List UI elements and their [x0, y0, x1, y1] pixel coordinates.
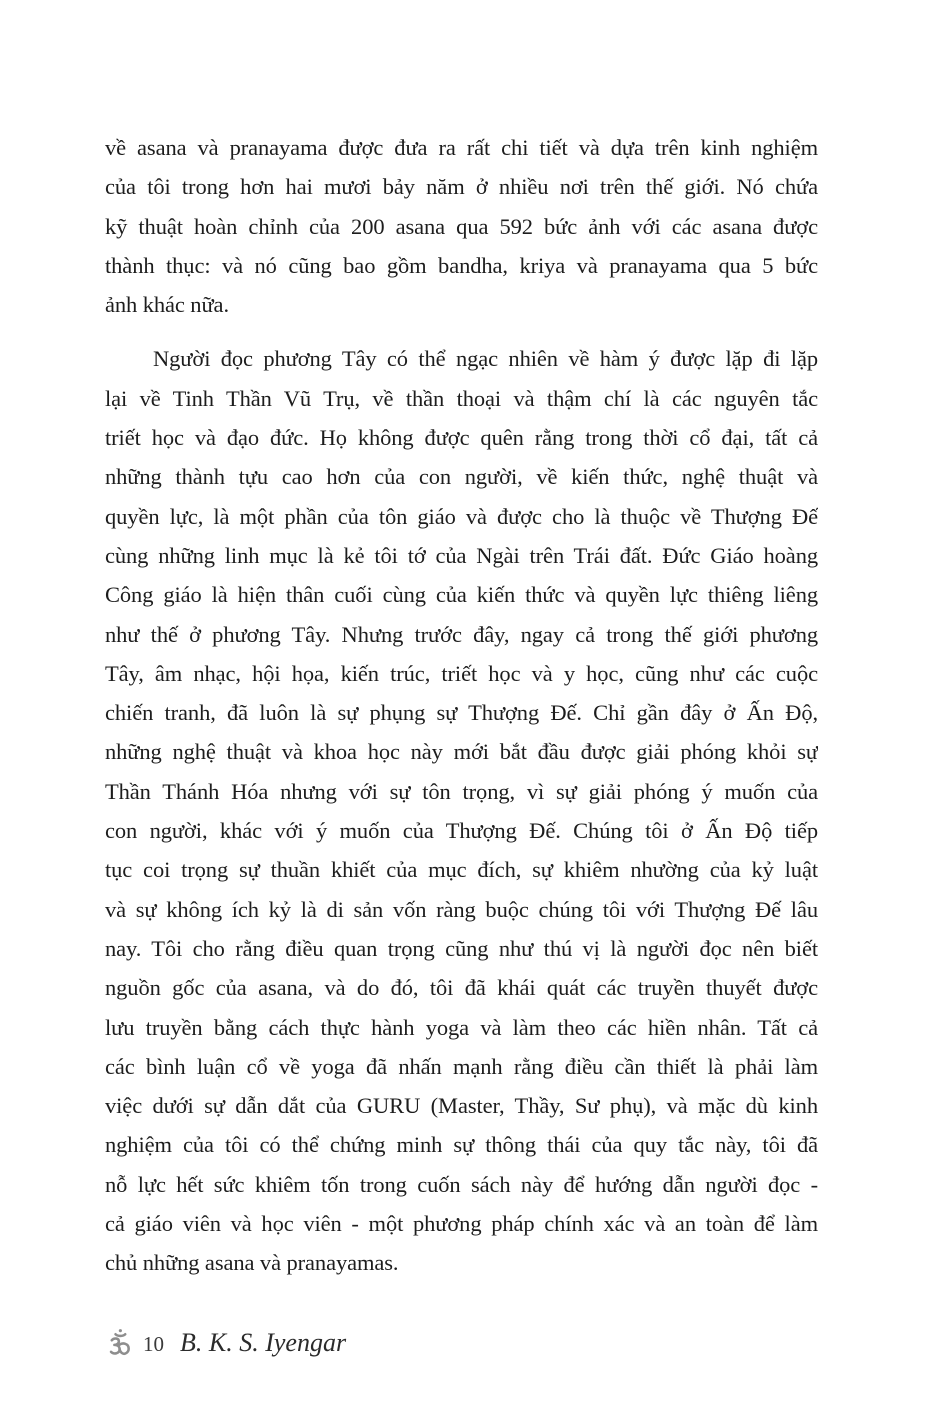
text-line: như thế ở phương Tây. Nhưng trước đây, ngay cả trong thế giới phương: [105, 621, 818, 647]
text-line: chủ những asana và pranayamas.: [105, 1250, 399, 1276]
text-line: tục coi trọng sự thuần khiết của mục đích, sự khiêm nhường của kỷ luật: [105, 857, 818, 883]
text-line: cùng những linh mục là kẻ tôi tớ của Ngài trên Trái đất. Đức Giáo hoàng: [105, 542, 818, 568]
text-line: quyền lực, là một phần của tôn giáo và được cho là thuộc về Thượng Đế: [105, 503, 818, 529]
text-line: thành thục: và nó cũng bao gồm bandha, kriya và pranayama qua 5 bức: [105, 252, 818, 278]
running-author: B. K. S. Iyengar: [180, 1328, 347, 1357]
text-line: việc dưới sự dẫn dắt của GURU (Master, Thầy, Sư phụ), và mặc dù kinh: [105, 1093, 818, 1119]
text-line: con người, khác với ý muốn của Thượng Đế. Chúng tôi ở Ấn Độ tiếp: [105, 818, 818, 844]
text-line: Tây, âm nhạc, hội họa, kiến trúc, triết học và y học, cũng như các cuộc: [105, 660, 818, 686]
text-line: nay. Tôi cho rằng điều quan trọng cũng như thú vị là người đọc nên biết: [105, 935, 818, 961]
paragraph-1: [105, 128, 818, 324]
text-line: của tôi trong hơn hai mươi bảy năm ở nhiều nơi trên thế giới. Nó chứa: [105, 174, 818, 200]
text-line: các bình luận cổ về yoga đã nhấn mạnh rằng điều cần thiết là phải làm: [105, 1053, 818, 1079]
text-line: về asana và pranayama được đưa ra rất chi tiết và dựa trên kinh nghiệm: [105, 135, 818, 160]
text-line: cả giáo viên và học viên - một phương pháp chính xác và an toàn để làm: [105, 1211, 818, 1237]
text-line: Công giáo là hiện thân cuối cùng của kiến thức và quyền lực thiêng liêng: [105, 582, 818, 608]
text-line: kỹ thuật hoàn chỉnh của 200 asana qua 592 bức ảnh với các asana được: [105, 213, 818, 239]
body-text: [105, 128, 818, 1283]
text-line: lại về Tinh Thần Vũ Trụ, về thần thoại và thậm chí là các nguyên tắc: [105, 385, 818, 411]
page-footer: [105, 1326, 505, 1366]
paragraph-2: [105, 339, 818, 1282]
text-line: lưu truyền bằng cách thực hành yoga và làm theo các hiền nhân. Tất cả: [105, 1014, 818, 1040]
om-icon: [105, 1328, 135, 1360]
text-line: những nghệ thuật và khoa học này mới bắt đầu được giải phóng khỏi sự: [105, 739, 818, 765]
text-line: Thần Thánh Hóa nhưng với sự tôn trọng, vì sự giải phóng ý muốn của: [105, 778, 818, 804]
text-line: triết học và đạo đức. Họ không được quên rằng trong thời cổ đại, tất cả: [105, 425, 818, 451]
text-line: và sự không ích kỷ là di sản vốn ràng buộc chúng tôi với Thượng Đế lâu: [105, 896, 818, 922]
page-number: 10: [143, 1332, 164, 1356]
text-line: chiến tranh, đã luôn là sự phụng sự Thượng Đế. Chỉ gần đây ở Ấn Độ,: [105, 700, 818, 726]
text-line: Người đọc phương Tây có thể ngạc nhiên về hàm ý được lặp đi lặp: [153, 346, 818, 372]
text-line: nỗ lực hết sức khiêm tốn trong cuốn sách này để hướng dẫn người đọc -: [105, 1171, 818, 1197]
text-line: ảnh khác nữa.: [105, 292, 229, 318]
text-line: những thành tựu cao hơn của con người, về kiến thức, nghệ thuật và: [105, 464, 818, 490]
text-line: nghiệm của tôi có thể chứng minh sự thông thái của quy tắc này, tôi đã: [105, 1132, 818, 1158]
text-line: nguồn gốc của asana, và do đó, tôi đã khái quát các truyền thuyết được: [105, 975, 818, 1001]
